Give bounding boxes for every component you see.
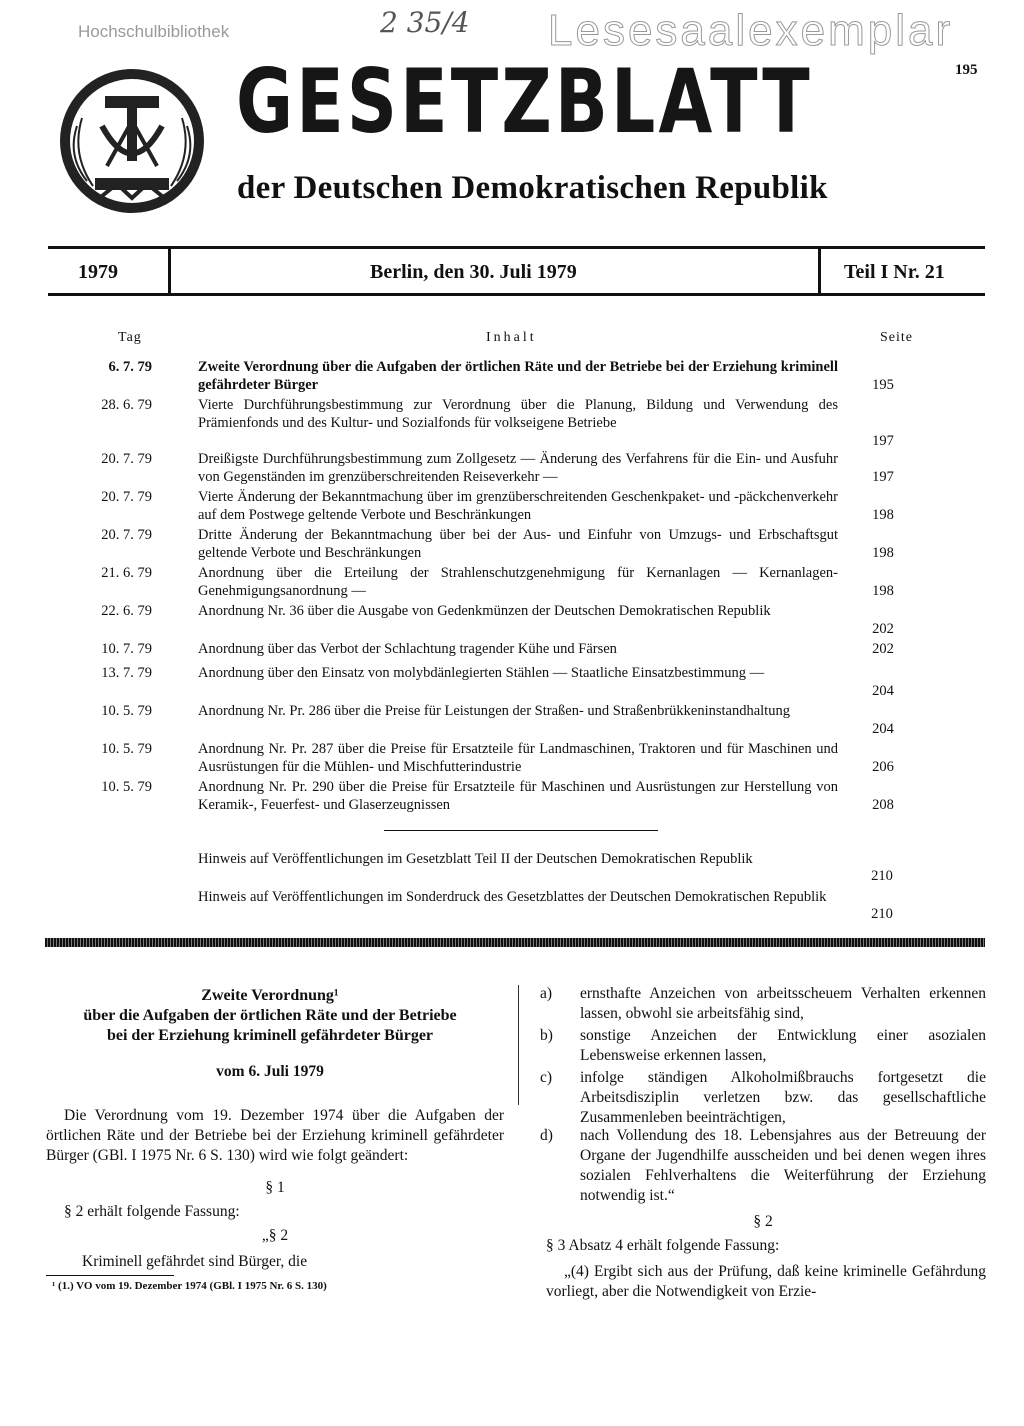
toc-page: 204 [872,721,894,737]
toc-separator [384,830,658,831]
footnote-rule [46,1275,174,1276]
toc-text: Anordnung Nr. 36 über die Ausgabe von Gedenkmünzen der Deutschen Demokratischen Republik [198,603,771,619]
toc-page: 202 [872,641,894,657]
section-1-text: § 2 erhält folgende Fassung: [64,1203,240,1220]
toc-date: 20. 7. 79 [101,489,152,505]
article-title-line1: Zweite Verordnung¹ [201,987,339,1004]
list-item-text: nach Vollendung des 18. Lebensjahres aus der Betreuung der Organe der Jugendhilfe ausscheiden und bei denen wegen ihres sozialen Fehlverhaltens die Weiterführung der Erziehung notwendig ist.“ [580,1127,986,1204]
toc-text: Dritte Änderung der Bekanntmachung über bei der Aus- und Einfuhr von Umzugs- und Erbschaftsgut geltende Verbote und Beschränkungen [198,527,838,561]
toc-text: Dreißigste Durchführungsbestimmung zum Zollgesetz — Änderung des Verfahrens für die Ein- und Ausfuhr von Gegenständen im grenzüberschreitenden Reiseverkehr — [198,451,838,485]
list-item-label: b) [540,1027,553,1044]
state-emblem-icon [57,66,207,216]
issue-year: 1979 [78,261,118,283]
list-item-text: sonstige Anzeichen der Entwicklung einer asozialen Lebensweise erkennen lassen, [580,1027,986,1064]
issue-rule-bottom [48,293,985,296]
toc-text: Anordnung über das Verbot der Schlachtung tragender Kühe und Färsen [198,641,617,657]
article-intro: Die Verordnung vom 19. Dezember 1974 über die Aufgaben der örtlichen Räte und der Betriebe bei der Erziehung kriminell gefährdeter Bürger (GBl. I 1975 Nr. 6 S. 130) wird wie folgt geändert: [46,1107,504,1164]
section-1-quote-heading: „§ 2 [261,1227,289,1244]
toc-page: 198 [872,507,894,523]
toc-date: 22. 6. 79 [101,603,152,619]
page-number: 195 [955,62,978,78]
toc-page: 197 [872,433,894,449]
list-item-text: ernsthafte Anzeichen von arbeitsscheuem Verhalten erkennen lassen, obwohl sie arbeitsfähig sind, [580,985,986,1022]
toc-date: 10. 5. 79 [101,703,152,719]
masthead-subtitle: der Deutschen Demokratischen Republik [237,170,828,206]
toc-date: 6. 7. 79 [108,359,152,375]
list-item-label: c) [540,1069,553,1086]
toc-page: 198 [872,583,894,599]
article-title-line2: über die Aufgaben der örtlichen Räte und der Betriebe [83,1007,457,1024]
toc-hint-page: 210 [871,868,893,884]
section-1-heading: § 1 [265,1179,285,1196]
toc-text: Anordnung Nr. Pr. 286 über die Preise für Leistungen der Straßen- und Straßenbrükkeninstandhaltung [198,703,790,719]
toc-col-page: Seite [880,330,913,345]
toc-page: 208 [872,797,894,813]
list-item-label: a) [540,985,553,1002]
toc-page: 195 [872,377,894,393]
toc-hint: Hinweis auf Veröffentlichungen im Sonderdruck des Gesetzblattes der Deutschen Demokratischen Republik [198,889,827,905]
toc-text: Anordnung Nr. Pr. 287 über die Preise für Ersatzteile für Landmaschinen, Traktoren und für Maschinen und Ausrüstungen für die Mühlen- und Mischfutterindustrie [198,741,838,775]
article-title-line3: bei der Erziehung kriminell gefährdeter Bürger [106,1027,434,1044]
toc-text: Anordnung über die Erteilung der Strahlenschutzgenehmigung für Kernanlagen — Kernanlagen-Genehmigungsanordnung — [198,565,838,599]
toc-text: Vierte Durchführungsbestimmung zur Verordnung über die Planung, Bildung und Verwendung des Prämienfonds und des Kultur- und Sozialfonds für volkseigene Betriebe [198,397,838,431]
column-divider [518,985,519,1105]
toc-text: Anordnung über den Einsatz von molybdänlegierten Stählen — Staatliche Einsatzbestimmung — [198,665,765,681]
toc-text: Anordnung Nr. Pr. 290 über die Preise für Ersatzteile für Maschinen und Ausrüstungen zur Herstellung von Keramik-, Feuerfest- und Glaserzeugnissen [198,779,838,813]
reading-copy-stamp: Lesesaalexemplar [548,6,954,55]
list-item-label: d) [540,1127,553,1144]
toc-hint: Hinweis auf Veröffentlichungen im Gesetzblatt Teil II der Deutschen Demokratischen Republik [198,851,753,867]
issue-part: Teil I Nr. 21 [844,261,945,283]
section-2-text: § 3 Absatz 4 erhält folgende Fassung: [546,1237,780,1254]
toc-page: 202 [872,621,894,637]
issue-bar [48,248,985,296]
toc-page: 198 [872,545,894,561]
article-date: vom 6. Juli 1979 [216,1063,324,1080]
masthead-title: GESETZBLATT [236,50,813,153]
handwritten-shelfmark: 2 35/4 [380,6,470,39]
section-1-body: Kriminell gefährdet sind Bürger, die [82,1253,308,1270]
list-item-text: infolge ständigen Alkoholmißbrauchs fortgesetzt die Arbeitsdisziplin verletzen bzw. das gesellschaftliche Zusammenleben beeinträchtigen, [580,1069,986,1126]
toc-date: 10. 5. 79 [101,779,152,795]
toc-date: 20. 7. 79 [101,527,152,543]
toc-date: 21. 6. 79 [101,565,152,581]
toc-page: 204 [872,683,894,699]
issue-divider [168,248,171,294]
section-2-body: „(4) Ergibt sich aus der Prüfung, daß keine kriminelle Gefährdung vorliegt, aber die Notwendigkeit von Erzie- [546,1263,986,1300]
footnote: ¹ (1.) VO vom 19. Dezember 1974 (GBl. I 1975 Nr. 6 S. 130) [52,1280,327,1292]
toc-date: 10. 5. 79 [101,741,152,757]
issue-place-date: Berlin, den 30. Juli 1979 [370,261,577,283]
toc-date: 28. 6. 79 [101,397,152,413]
toc-hint-page: 210 [871,906,893,922]
toc-col-day: Tag [118,330,142,345]
toc-date: 10. 7. 79 [101,641,152,657]
toc-text: Vierte Änderung der Bekanntmachung über im grenzüberschreitenden Geschenkpaket- und -päckchenverkehr auf dem Postwege geltende Verbote und Beschränkungen [198,489,838,523]
toc-col-content: Inhalt [486,330,537,345]
section-2-heading: § 2 [753,1213,773,1230]
toc-date: 20. 7. 79 [101,451,152,467]
issue-divider [818,248,821,294]
toc-text: Zweite Verordnung über die Aufgaben der örtlichen Räte und der Betriebe bei der Erziehung kriminell gefährdeter Bürger [198,359,838,393]
toc-page: 206 [872,759,894,775]
library-stamp: Hochschulbibliothek [78,22,230,41]
section-divider [45,938,985,947]
toc-date: 13. 7. 79 [101,665,152,681]
toc-page: 197 [872,469,894,485]
